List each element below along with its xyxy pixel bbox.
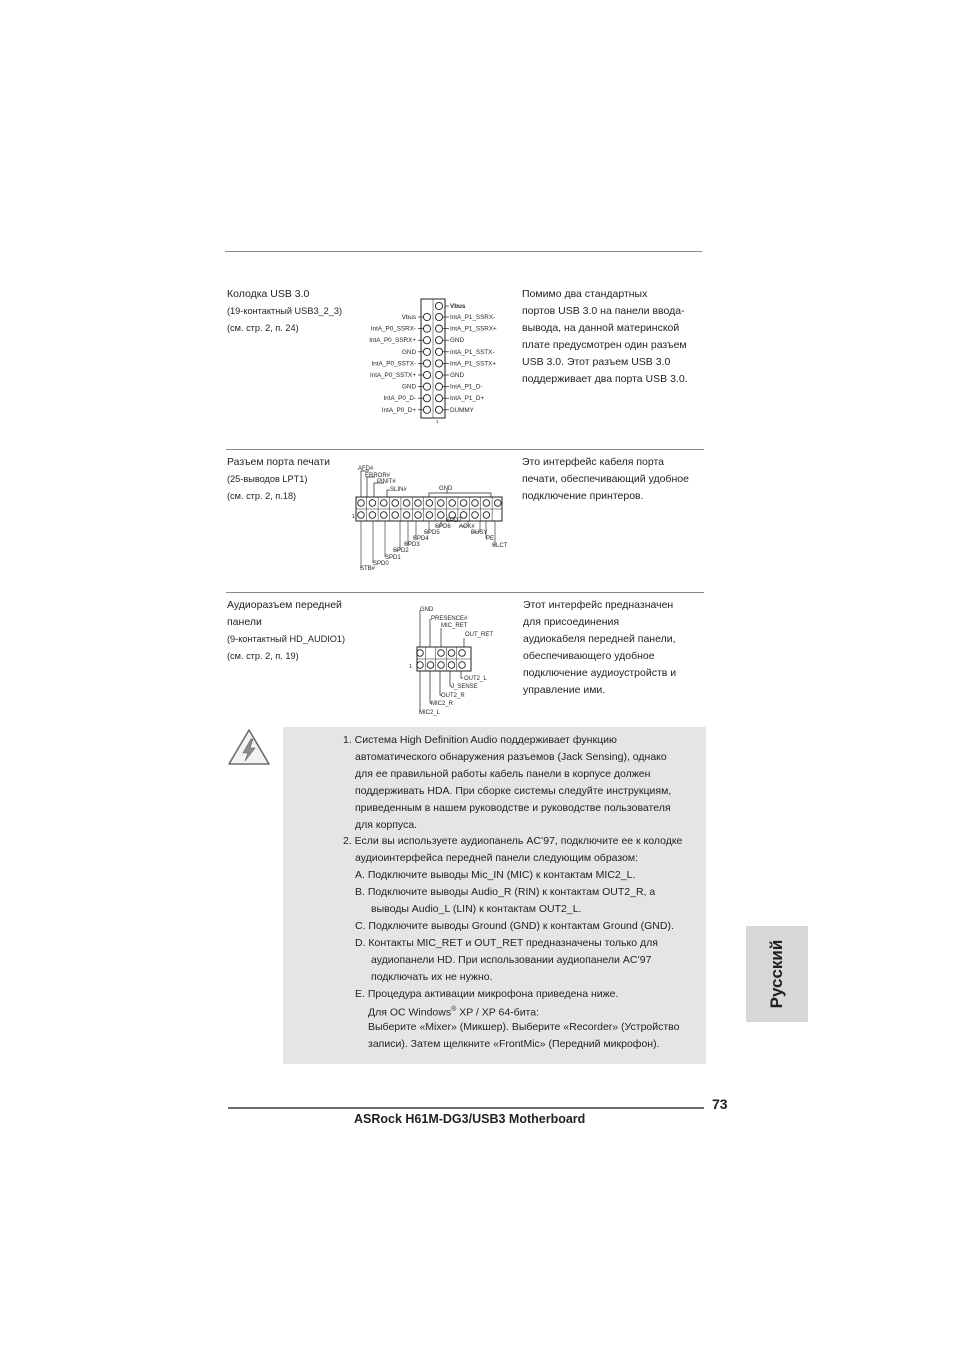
lpt-section xyxy=(227,454,330,505)
usb-label-top-vbus: Vbus xyxy=(450,303,466,310)
language-tab-label: Русский xyxy=(767,939,786,1009)
usb-right-pin-label: GND xyxy=(450,337,464,345)
lpt-label-error: ERROR# xyxy=(365,473,391,479)
lpt-bottom-label: BUSY xyxy=(471,530,488,536)
lpt-pin xyxy=(483,512,490,519)
audio-pin xyxy=(438,650,445,657)
audio-pin xyxy=(417,662,424,669)
lpt-header-diagram xyxy=(350,462,510,577)
footer-title: ASRock H61M-DG3/USB3 Motherboard xyxy=(354,1112,586,1126)
usb-left-pin-label: IntA_P0_D+ xyxy=(381,406,416,414)
lpt-pin xyxy=(438,500,445,507)
top-divider xyxy=(225,251,702,252)
section-subtitle: (9-контактный HD_AUDIO1) xyxy=(227,634,346,644)
usb-description xyxy=(522,286,688,388)
audio-header-diagram xyxy=(404,601,504,719)
usb-pin xyxy=(423,348,430,355)
usb-pin xyxy=(435,337,442,344)
section-title: Колодка USB 3.0 xyxy=(227,288,310,300)
usb-pin xyxy=(423,406,430,413)
lpt-pin xyxy=(381,512,388,519)
lpt-pin xyxy=(438,512,445,519)
section-title-line: Аудиоразъем передней xyxy=(227,599,342,611)
usb-pin xyxy=(423,325,430,332)
note-line: аудиоинтерфейса передней панели следующим образом: xyxy=(355,852,639,865)
lpt-pin xyxy=(415,500,422,507)
lpt-bottom-label: SPD3 xyxy=(404,542,420,548)
usb-right-pin-label: GND xyxy=(450,372,464,379)
lpt-label-afd: AFD# xyxy=(358,466,374,472)
usb-pin xyxy=(423,395,430,402)
note-line: приведенным в нашем руководстве и руководстве пользователя xyxy=(355,801,671,814)
description-line: вывода, на данной материнской xyxy=(522,322,680,334)
lpt-label-pinit: PINIT# xyxy=(377,479,396,485)
divider-usb-lpt xyxy=(226,449,704,450)
lpt-pin1-label: 1 xyxy=(352,514,356,520)
note-line: выводы Audio_L (LIN) к контактам OUT2_L. xyxy=(371,903,582,915)
lpt-label-gnd: GND xyxy=(439,486,453,492)
usb-right-pin-label: DUMMY xyxy=(450,406,474,414)
lpt-pin xyxy=(381,500,388,507)
usb-left-pin-label: IntA_P0_SSRX+ xyxy=(369,337,416,345)
audio-label-mic2-l: MIC2_L xyxy=(419,710,441,716)
usb-pin xyxy=(423,371,430,378)
usb-pin xyxy=(435,325,442,332)
section-reference: (см. стр. 2, п. 24) xyxy=(227,323,299,333)
lpt-pin xyxy=(472,500,479,507)
audio-pin xyxy=(417,650,424,657)
usb-left-pin-label: Vbus xyxy=(401,314,416,321)
lpt-bottom-label: SPD5 xyxy=(424,530,440,536)
lpt-bottom-label: STB# xyxy=(360,566,376,572)
note-line: автоматического обнаружения разъемов (Jack Sensing), однако xyxy=(355,750,667,763)
lpt-description xyxy=(522,454,689,505)
lpt-pin xyxy=(495,500,502,507)
usb-pin xyxy=(435,395,442,402)
usb-left-pin-label: IntA_P0_SSTX- xyxy=(371,360,416,368)
lpt-pin xyxy=(460,500,467,507)
usb-pin xyxy=(423,360,430,367)
lpt-pin xyxy=(426,500,433,507)
audio-label-out-ret: OUT_RET xyxy=(465,632,494,638)
usb-pin xyxy=(435,313,442,320)
section-subtitle: (19-контактный USB3_2_3) xyxy=(227,306,343,316)
note-line: для корпуса. xyxy=(355,818,418,831)
lpt-pin xyxy=(369,500,376,507)
usb-right-pin-label: IntA_P1_SSRX+ xyxy=(450,325,497,333)
lpt-bottom-label: SPD1 xyxy=(385,555,401,561)
description-line: Помимо два стандартных xyxy=(522,288,648,300)
audio-pin xyxy=(459,662,466,669)
description-line: USB 3.0. Этот разъем USB 3.0 xyxy=(522,356,671,368)
audio-label-out2-r: OUT2_R xyxy=(441,693,465,699)
lpt-pin xyxy=(403,512,410,519)
note-line: B. Подключите выводы Audio_R (RIN) к контактам OUT2_R, а xyxy=(355,886,656,899)
note-line: для ее правильной работы кабель панели в корпусе должен xyxy=(355,767,651,780)
section-reference: (см. стр. 2, п. 19) xyxy=(227,651,299,661)
warning-icon xyxy=(227,727,271,767)
page-number: 73 xyxy=(712,1096,728,1112)
description-line: аудиокабеля передней панели, xyxy=(523,633,676,645)
lpt-bottom-label: SPD6 xyxy=(435,524,451,530)
usb-pin xyxy=(435,371,442,378)
divider-lpt-audio xyxy=(226,592,704,593)
usb-left-pin-label: IntA_P0_SSRX- xyxy=(370,325,416,333)
lpt-bottom-label: SPD0 xyxy=(373,561,389,567)
usb-pin xyxy=(435,406,442,413)
description-line: подключение аудиоустройств и xyxy=(523,667,677,679)
description-line: плате предусмотрен один разъем xyxy=(522,339,687,351)
section-title: Разъем порта печати xyxy=(227,456,331,468)
usb-pin xyxy=(435,360,442,367)
section-title-line: панели xyxy=(227,616,262,628)
note-line: D. Контакты MIC_RET и OUT_RET предназначены только для xyxy=(355,936,658,949)
audio-label-out2-l: OUT2_L xyxy=(464,676,487,682)
audio-label-j-sense: J_SENSE xyxy=(451,684,478,690)
note-line: C. Подключите выводы Ground (GND) к контактам Ground (GND). xyxy=(355,919,674,932)
usb-pin xyxy=(435,302,442,309)
usb-right-pin-label: IntA_P1_D+ xyxy=(450,395,485,403)
usb-left-pin-label: GND xyxy=(402,383,416,391)
audio-description xyxy=(523,597,676,699)
usb-pin xyxy=(423,313,430,320)
usb-pin xyxy=(423,337,430,344)
usb-left-pin-label: IntA_P0_D- xyxy=(383,395,416,403)
usb-pin1-label: 1 xyxy=(436,419,439,424)
lpt-label-slin: SLIN# xyxy=(390,487,407,493)
lpt-pin xyxy=(415,512,422,519)
note-line: 2. Если вы используете аудиопанель AC’97, подключите ее к колодке xyxy=(343,835,683,848)
lpt-pin xyxy=(426,512,433,519)
note-line: 1. Система High Definition Audio поддерживает функцию xyxy=(343,734,617,746)
lpt-pin xyxy=(403,500,410,507)
usb-right-pin-label: IntA_P1_SSTX+ xyxy=(450,360,497,368)
usb-right-pin-label: IntA_P1_SSTX- xyxy=(450,348,495,356)
audio-section xyxy=(227,597,345,665)
note-line: подключать их не нужно. xyxy=(371,970,493,983)
usb-left-pin-label: IntA_P0_SSTX+ xyxy=(369,372,416,379)
description-line: портов USB 3.0 на панели ввода- xyxy=(522,305,685,317)
usb3-header-diagram xyxy=(355,296,515,428)
lpt-bottom-label: SLCT xyxy=(492,543,508,549)
section-subtitle: (25-выводов LPT1) xyxy=(227,474,308,484)
usb-pin xyxy=(435,348,442,355)
description-line: Это интерфейс кабеля порта xyxy=(522,456,664,468)
note-line: A. Подключите выводы Mic_IN (MIC) к контактам MIC2_L. xyxy=(355,869,636,882)
note-line: Для ОС Windows® XP / XP 64-бита: xyxy=(368,1006,540,1019)
lpt-pin xyxy=(358,500,365,507)
description-line: подключение принтеров. xyxy=(522,490,644,502)
audio-pin xyxy=(427,662,434,669)
lpt-pin xyxy=(369,512,376,519)
audio-label-presence: PRESENCE# xyxy=(431,616,468,622)
lpt-pin xyxy=(392,500,399,507)
audio-pin xyxy=(448,650,455,657)
audio-pin1-label: 1 xyxy=(409,664,413,670)
note-line: аудиопанели HD. При использовании аудиопанели AC’97 xyxy=(371,953,652,966)
description-line: печати, обеспечивающий удобное xyxy=(522,473,689,485)
description-line: для присоединения xyxy=(523,616,620,628)
note-line: записи). Затем щелкните «FrontMic» (Передний микрофон). xyxy=(368,1038,660,1051)
note-line: поддерживать HDA. При сборке системы следуйте инструкциям, xyxy=(355,784,672,797)
lpt-pin xyxy=(449,500,456,507)
audio-label-mic2-r: MIC2_R xyxy=(431,701,454,707)
note-line: E. Процедура активации микрофона приведена ниже. xyxy=(355,987,619,1000)
footer-divider xyxy=(228,1107,704,1109)
audio-pin xyxy=(448,662,455,669)
usb-pin xyxy=(423,383,430,390)
lpt-bottom-label: SPD4 xyxy=(413,536,429,542)
lpt-pin xyxy=(472,512,479,519)
description-line: управление ими. xyxy=(523,684,606,696)
audio-label-gnd: GND xyxy=(420,607,434,613)
section-reference: (см. стр. 2, п.18) xyxy=(227,491,297,501)
usb-left-pin-label: GND xyxy=(402,348,416,356)
usb-right-pin-label: IntA_P1_D- xyxy=(450,383,483,391)
description-line: поддерживает два порта USB 3.0. xyxy=(522,373,688,385)
lpt-pin xyxy=(392,512,399,519)
lpt-bottom-label: SPD7 xyxy=(446,518,462,524)
lpt-bottom-label: SPD2 xyxy=(393,548,409,554)
note-line: Выберите «Mixer» (Микшер). Выберите «Recorder» (Устройство xyxy=(368,1021,680,1034)
usb-section xyxy=(227,286,342,337)
lpt-bottom-label: ACK# xyxy=(459,524,475,530)
lpt-pin xyxy=(358,512,365,519)
description-line: обеспечивающего удобное xyxy=(523,650,655,662)
lpt-bottom-label: PE xyxy=(486,536,495,542)
usb-right-pin-label: IntA_P1_SSRX- xyxy=(450,314,496,321)
audio-label-mic-ret: MIC_RET xyxy=(441,623,468,629)
audio-pin xyxy=(459,650,466,657)
lpt-pin xyxy=(483,500,490,507)
language-tab xyxy=(746,926,808,1022)
usb-pin xyxy=(435,383,442,390)
audio-pin xyxy=(438,662,445,669)
description-line: Этот интерфейс предназначен xyxy=(523,599,674,611)
